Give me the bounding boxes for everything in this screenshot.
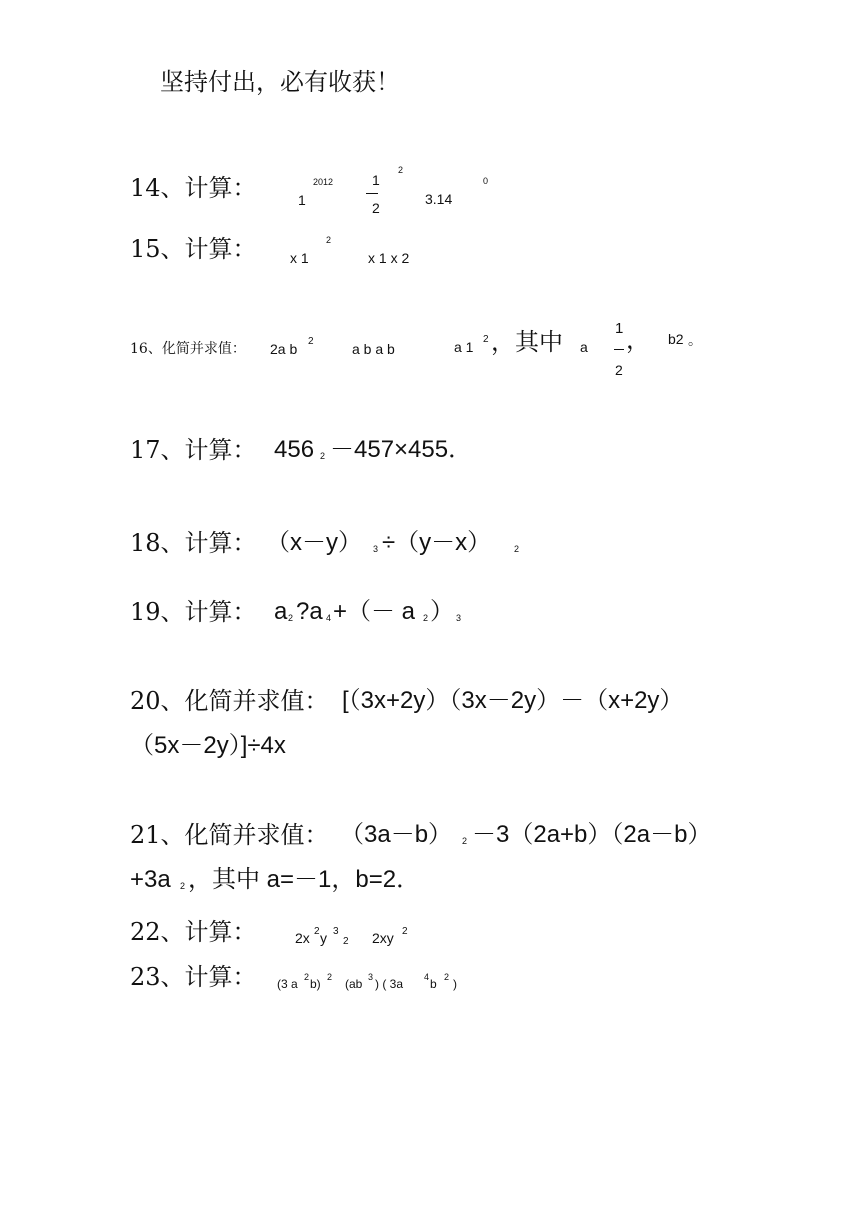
problem-label: 17、计算： xyxy=(130,436,257,464)
problem-label: 15、计算： xyxy=(130,235,257,263)
math-exponent: 2 xyxy=(304,972,310,982)
math-exponent: 2 xyxy=(423,613,429,623)
motto-heading: 坚持付出，必有收获！ xyxy=(160,68,400,96)
fraction-denominator: 2 xyxy=(615,362,623,378)
math-term: ) ( 3a xyxy=(375,977,404,991)
math-term: x 1 x 2 xyxy=(368,250,410,266)
problem-label: 23、计算： xyxy=(130,963,257,991)
math-term: a xyxy=(274,598,288,625)
punctuation: 。 xyxy=(688,332,702,348)
math-term: 3.14 xyxy=(425,191,453,207)
problem-label: 19、计算： xyxy=(130,598,257,626)
problem-label: 16、化简并求值： xyxy=(130,341,246,357)
math-exponent: 2 xyxy=(483,334,489,345)
fraction-denominator: 2 xyxy=(372,200,380,216)
math-expression: （5x－2y）]÷4x xyxy=(130,732,286,759)
punctuation: ， xyxy=(626,326,650,354)
math-exponent: 2 xyxy=(462,836,468,846)
math-term: 2xy xyxy=(372,930,394,946)
math-term: ?a xyxy=(296,598,323,625)
math-exponent: 2 xyxy=(327,972,333,982)
math-term: a b a b xyxy=(352,341,395,357)
math-term: －457×455． xyxy=(330,436,473,463)
math-exponent: 2 xyxy=(514,544,520,554)
problem-label: 22、计算： xyxy=(130,918,257,946)
math-term: ) xyxy=(453,977,457,991)
problem-label: 20、化简并求值： xyxy=(130,687,329,715)
math-term: 1 xyxy=(298,192,306,208)
math-term: ，其中 a=－1，b=2． xyxy=(188,866,421,893)
fraction-numerator: 1 xyxy=(615,320,624,337)
math-exponent: 3 xyxy=(456,613,462,623)
math-exponent: 2 xyxy=(444,972,450,982)
math-term: ÷（y－x） xyxy=(382,529,492,556)
fraction-bar xyxy=(614,349,624,350)
math-exponent: 2 xyxy=(343,936,349,947)
problem-label: 21、化简并求值： xyxy=(130,821,329,849)
math-term: 456 xyxy=(274,436,315,463)
math-term: a 1 xyxy=(454,339,474,355)
math-term: x 1 xyxy=(290,250,309,266)
fraction-numerator: 1 xyxy=(372,172,380,188)
math-term: y xyxy=(320,930,327,946)
math-exponent: 4 xyxy=(326,613,332,623)
math-exponent: 2 xyxy=(326,235,332,245)
math-exponent: 2 xyxy=(402,926,408,937)
math-exponent: 3 xyxy=(333,926,339,937)
math-exponent: 3 xyxy=(368,972,374,982)
math-exponent: 2012 xyxy=(313,177,334,187)
condition-text: ，其中 xyxy=(491,328,563,356)
math-exponent: 0 xyxy=(483,176,489,186)
math-term: b2 xyxy=(668,331,684,347)
math-term: (3 a xyxy=(277,977,298,991)
math-term: －3（2a+b）（2a－b） xyxy=(472,821,712,848)
problem-label: 18、计算： xyxy=(130,529,257,557)
math-term: （x－y） xyxy=(266,529,362,556)
math-term: a xyxy=(580,339,588,355)
math-term: （3a－b） xyxy=(340,821,453,848)
math-exponent: 2 xyxy=(320,451,326,461)
math-exponent: 3 xyxy=(373,544,379,554)
math-term: 2a b xyxy=(270,341,298,357)
math-term: 2x xyxy=(295,930,310,946)
math-exponent: 4 xyxy=(424,972,430,982)
fraction-bar xyxy=(366,193,378,194)
problem-label: 14、计算： xyxy=(130,174,257,202)
math-term: ） xyxy=(430,598,454,625)
math-term: b xyxy=(430,977,437,991)
math-term: +3a xyxy=(130,866,171,893)
math-exponent: 2 xyxy=(180,881,186,891)
math-exponent: 2 xyxy=(314,926,320,937)
math-term: (ab xyxy=(345,977,363,991)
math-expression: [（3x+2y）（3x－2y）－（x+2y） xyxy=(342,687,684,714)
math-term: +（－ a xyxy=(333,598,416,625)
math-exponent: 2 xyxy=(288,613,294,623)
math-exponent: 2 xyxy=(398,165,404,175)
math-term: b) xyxy=(310,977,321,991)
math-exponent: 2 xyxy=(308,336,314,347)
